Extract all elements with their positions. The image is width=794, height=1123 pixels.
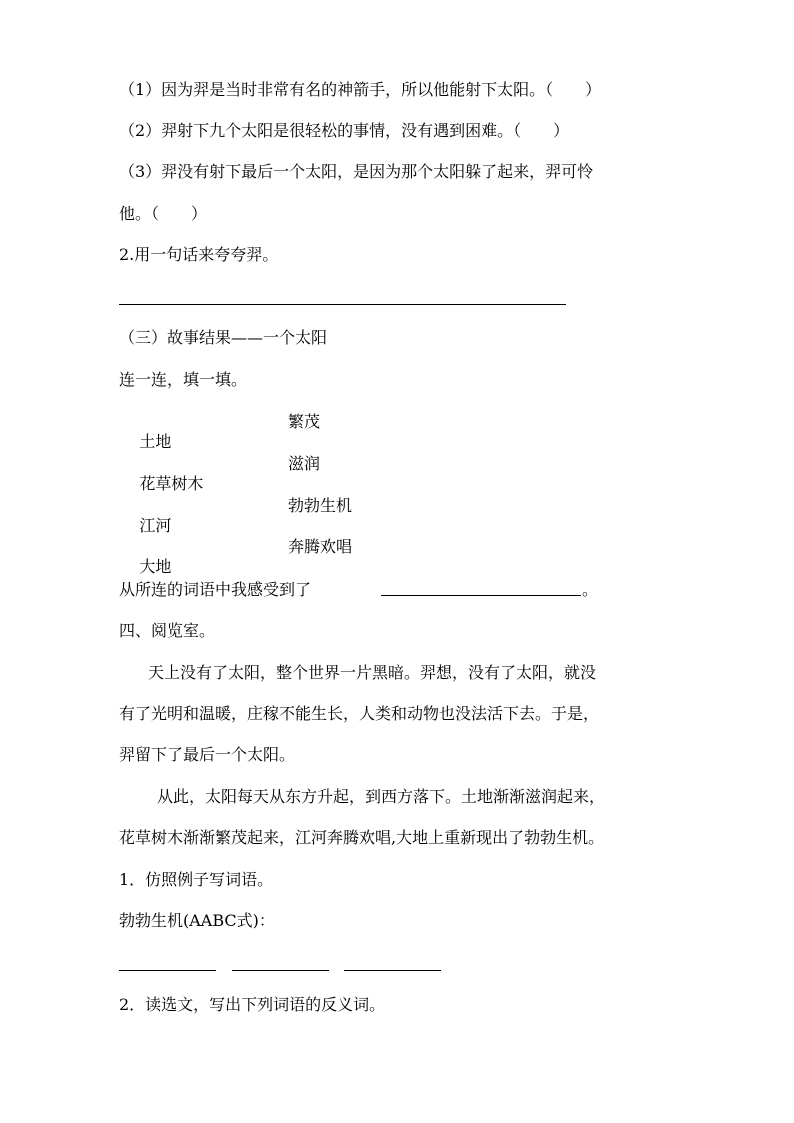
question-imitate-words: 1．仿照例子写词语。 <box>119 870 274 889</box>
judge-item-1: （1）因为羿是当时非常有名的神箭手，所以他能射下太阳。（ ） <box>119 80 602 99</box>
match-right-word[interactable]: 繁茂 <box>288 412 321 431</box>
judge-item-3: （3）羿没有射下最后一个太阳，是因为那个太阳躲了起来，羿可怜 <box>119 162 594 181</box>
passage-p1-line1: 天上没有了太阳，整个世界一片黑暗。羿想，没有了太阳，就没 <box>148 663 597 682</box>
judge-item-3-cont: 他。（ ） <box>119 204 208 223</box>
answer-line-word-1[interactable] <box>119 970 216 971</box>
judge-item-2: （2）羿射下九个太阳是很轻松的事情，没有遇到困难。（ ） <box>119 121 570 140</box>
passage-p1-line2: 有了光明和温暖，庄稼不能生长，人类和动物也没法活下去。于是， <box>119 704 600 723</box>
passage-p2-line2: 花草树木渐渐繁茂起来，江河奔腾欢唱,大地上重新现出了勃勃生机。 <box>119 828 605 847</box>
answer-line-praise[interactable] <box>119 304 566 305</box>
match-right-word[interactable]: 勃勃生机 <box>288 496 353 515</box>
match-right-word[interactable]: 奔腾欢唱 <box>288 537 353 556</box>
answer-line-feel[interactable] <box>381 595 581 596</box>
passage-p2-line1: 从此，太阳每天从东方升起，到西方落下。土地渐渐滋润起来， <box>157 787 606 806</box>
match-left-word[interactable]: 土地 <box>139 432 172 451</box>
question-antonyms: 2．读选文，写出下列词语的反义词。 <box>119 995 386 1014</box>
imitate-example: 勃勃生机(AABC式)： <box>119 911 275 930</box>
answer-line-word-2[interactable] <box>232 970 329 971</box>
match-left-word[interactable]: 花草树木 <box>139 474 204 493</box>
match-left-word[interactable]: 大地 <box>139 557 172 576</box>
feel-period: 。 <box>582 580 599 599</box>
section-4-title: 四、阅览室。 <box>119 621 216 640</box>
match-left-word[interactable]: 江河 <box>139 516 172 535</box>
feel-prompt: 从所连的词语中我感受到了 <box>119 580 312 599</box>
question-praise: 2.用一句话来夸夸羿。 <box>119 245 279 264</box>
section-3-title: （三）故事结果——一个太阳 <box>119 328 328 347</box>
match-instruction: 连一连，填一填。 <box>119 370 248 389</box>
match-right-word[interactable]: 滋润 <box>288 454 321 473</box>
passage-p1-line3: 羿留下了最后一个太阳。 <box>119 745 296 764</box>
answer-line-word-3[interactable] <box>344 970 441 971</box>
